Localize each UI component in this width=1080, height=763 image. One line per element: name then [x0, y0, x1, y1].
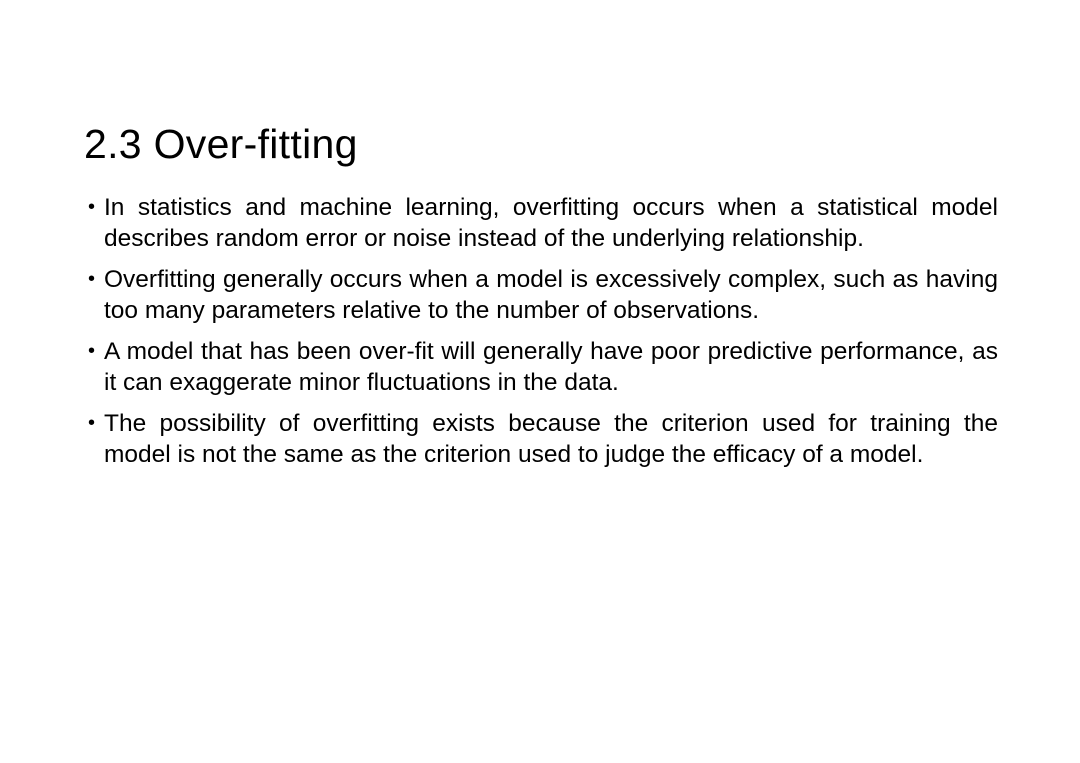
bullet-text: Overfitting generally occurs when a model is excessively complex, such as having too many parameters relative to the number of observations.	[104, 266, 998, 324]
bullet-icon: •	[88, 196, 96, 218]
bullet-text: A model that has been over-fit will generally have poor predictive performance, as it can exaggerate minor fluctuations in the data.	[104, 338, 998, 396]
bullet-item	[88, 336, 998, 398]
bullet-icon: •	[88, 340, 96, 362]
bullet-item	[88, 192, 998, 254]
bullet-text: In statistics and machine learning, overfitting occurs when a statistical model describes random error or noise instead of the underlying relationship.	[104, 194, 998, 252]
bullet-list	[88, 192, 998, 480]
bullet-icon: •	[88, 412, 96, 434]
slide-title: 2.3 Over-fitting	[84, 121, 358, 167]
bullet-item	[88, 408, 998, 470]
bullet-item	[88, 264, 998, 326]
bullet-icon: •	[88, 268, 96, 290]
bullet-text: The possibility of overfitting exists because the criterion used for training the model is not the same as the criterion used to judge the efficacy of a model.	[104, 410, 998, 468]
